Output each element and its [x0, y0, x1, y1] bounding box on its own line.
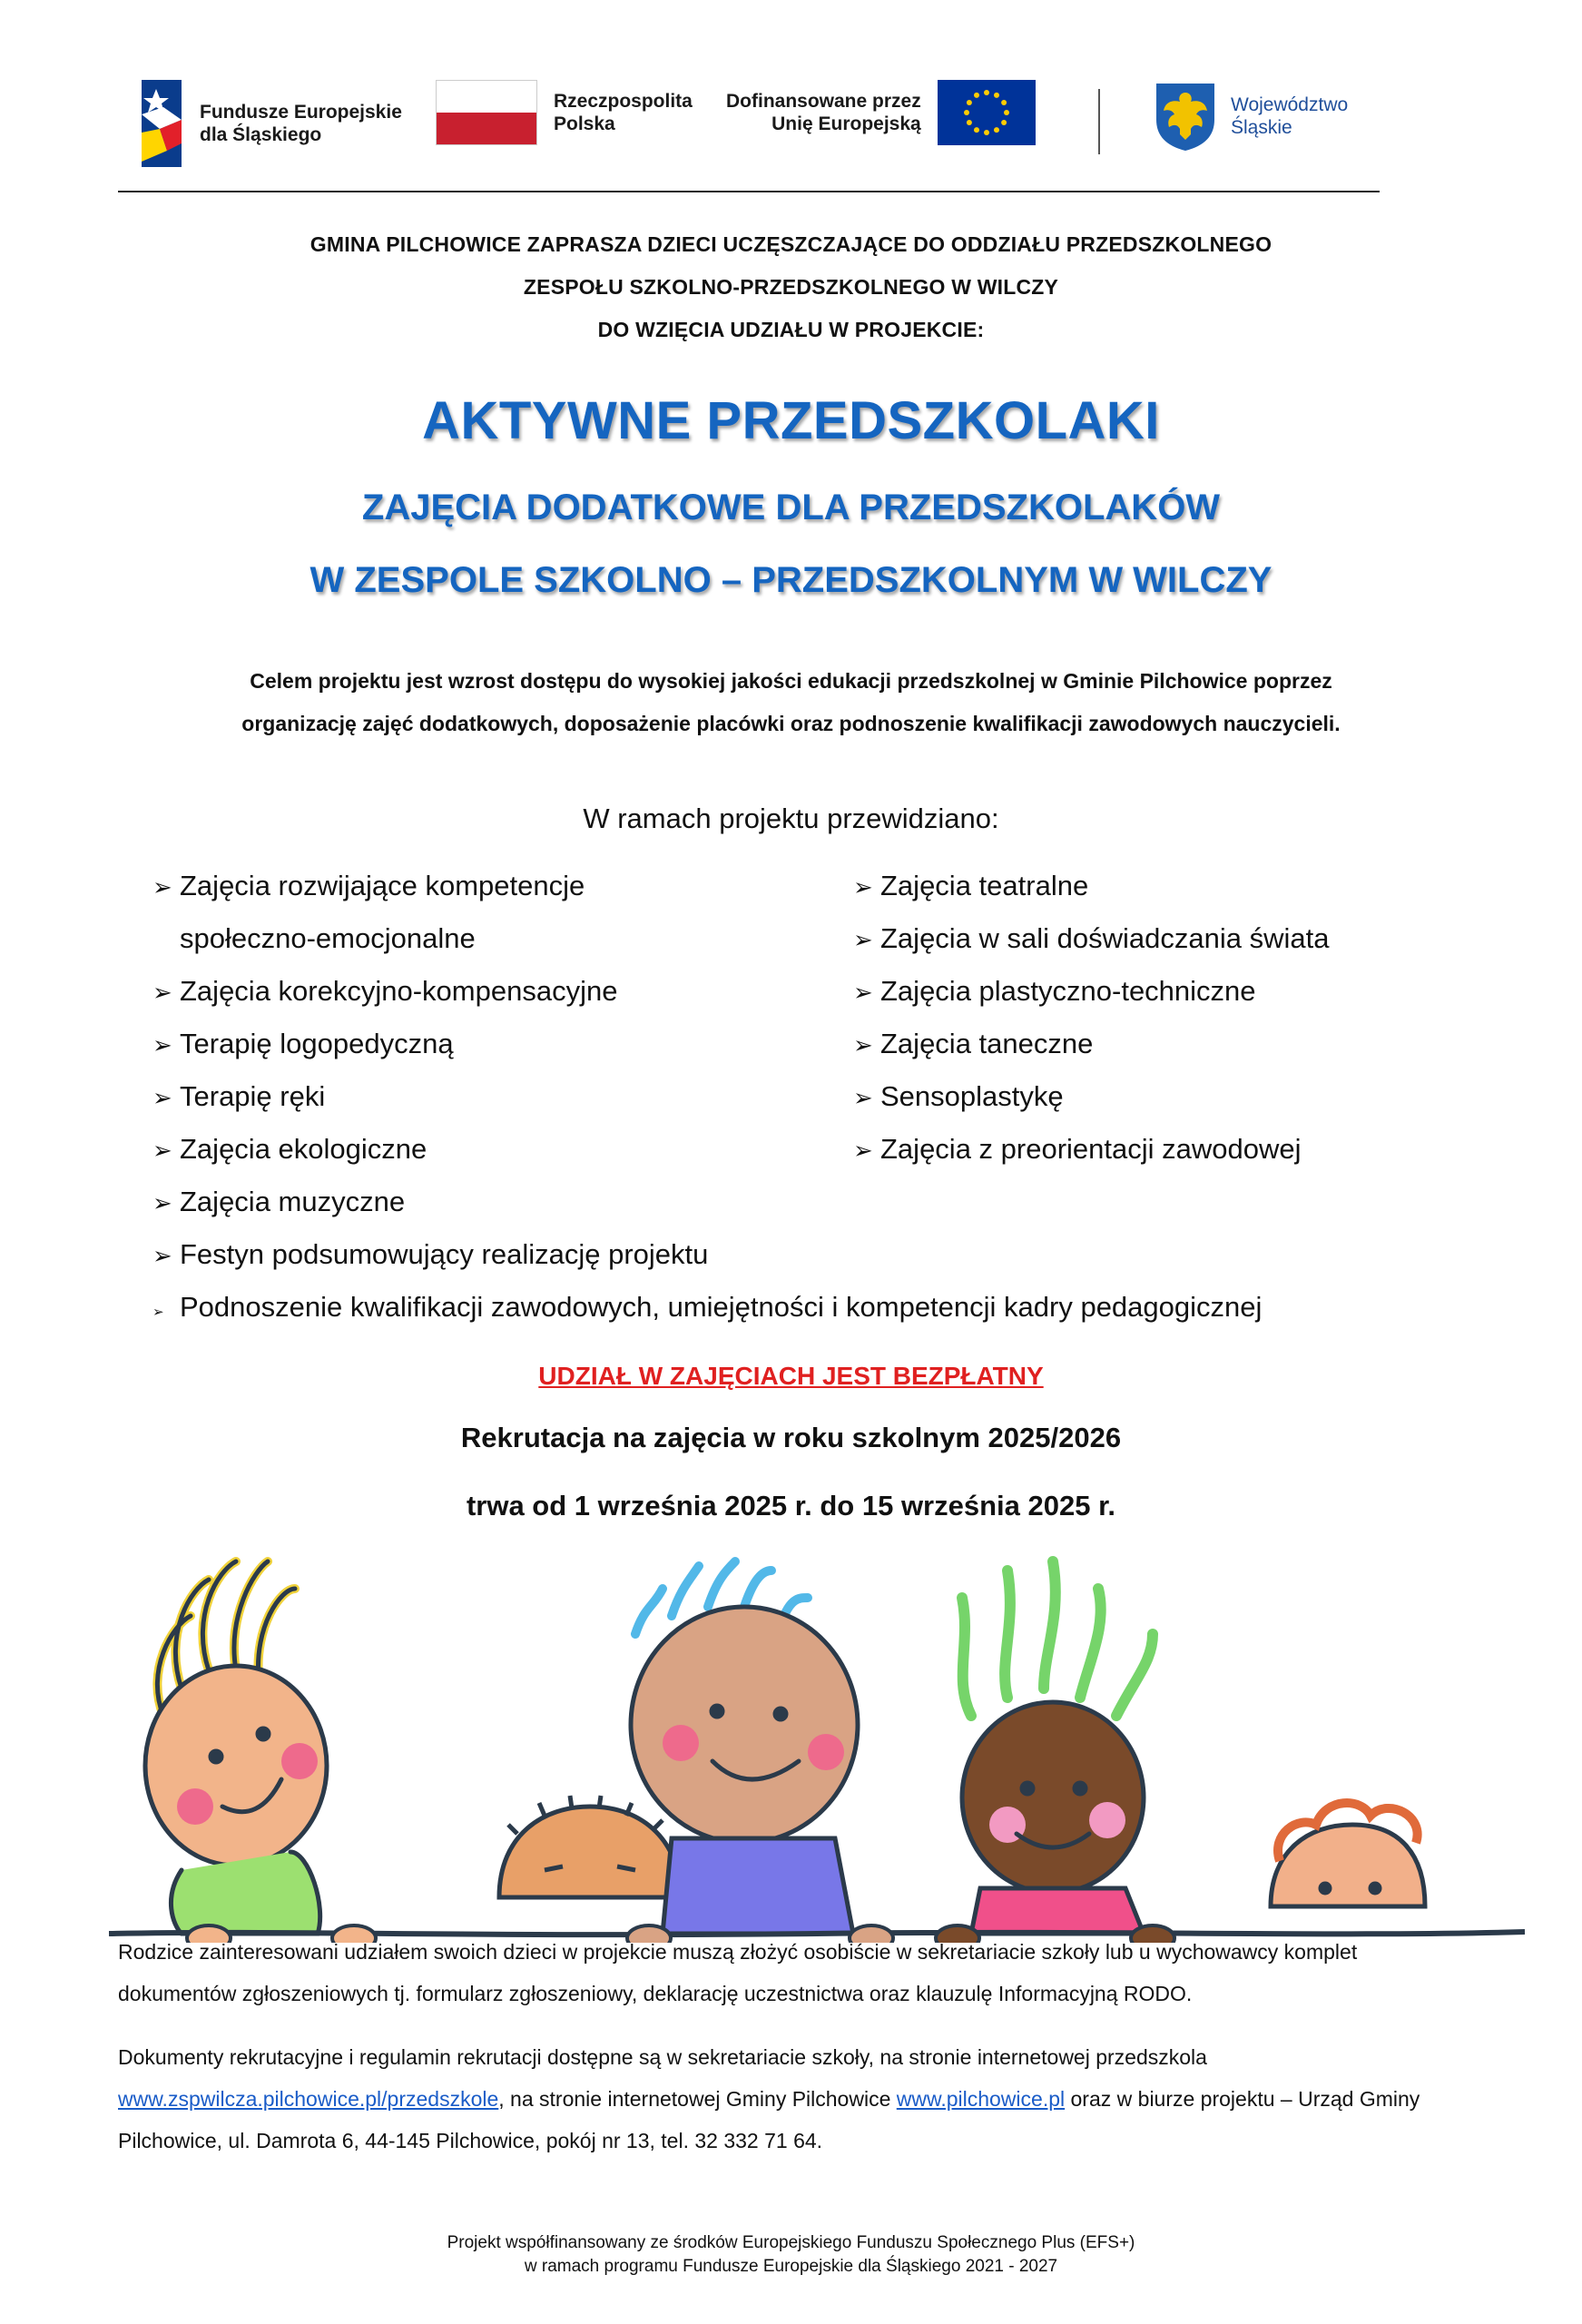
list-item: ➢ Zajęcia z preorientacji zawodowej: [853, 1133, 1302, 1165]
kids-illustration: [109, 1534, 1525, 1943]
arrow-bullet-icon: ➢: [152, 1031, 172, 1059]
list-item: ➢ Zajęcia taneczne: [853, 1028, 1094, 1059]
ws-logo-text: Województwo Śląskie: [1231, 94, 1349, 138]
eu-star-icon: [1004, 110, 1009, 115]
eu-star-icon: [984, 90, 989, 95]
arrow-bullet-icon: ➢: [853, 926, 873, 953]
arrow-bullet-icon: ➢: [853, 979, 873, 1006]
subtitle-line-1: ZAJĘCIA DODATKOWE DLA PRZEDSZKOLAKÓW: [361, 487, 1221, 527]
header-divider: [118, 191, 1380, 192]
arrow-bullet-icon: ➢: [853, 1137, 873, 1164]
rzeczpospolita-logo: [436, 80, 693, 145]
list-item: ➢ Zajęcia rozwijające kompetencje: [152, 870, 585, 901]
list-item: ➢ Terapię logopedyczną: [152, 1028, 454, 1059]
documents-info: Dokumenty rekrutacyjne i regulamin rekrutacji dostępne są w sekretariacie szkoły, na stronie internetowej przedszkola www.zspwilcza.pilchowice.pl/przedszkole, na stronie internetowej Gminy Pilchowice www.pilchowice.pl oraz w biurze projektu – Urząd Gminy Pilchowice, ul. Damrota 6, 44-145 Pilchowice, pokój nr 13, tel. 32 332 71 64.: [118, 2045, 1420, 2152]
invitation-line-2: ZESPOŁU SZKOLNO-PRZEDSZKOLNEGO W WILCZY: [523, 275, 1059, 299]
arrow-bullet-icon: ➢: [853, 1031, 873, 1059]
eu-star-icon: [984, 130, 989, 135]
eu-star-icon: [1001, 100, 1007, 105]
list-item: ➢ Terapię ręki: [152, 1080, 326, 1112]
project-goal: [136, 660, 1446, 745]
list-item: ➢ Sensoplastykę: [853, 1080, 1064, 1112]
list-item-continuation: społeczno-emocjonalne: [180, 922, 476, 954]
project-title: AKTYWNE PRZEDSZKOLAKI: [422, 391, 1160, 450]
arrow-bullet-icon: ➢: [152, 1137, 172, 1164]
invitation-line-3: DO WZIĘCIA UDZIAŁU W PROJEKCIE:: [597, 318, 985, 341]
kindergarten-link[interactable]: www.zspwilcza.pilchowice.pl/przedszkole: [118, 2087, 499, 2111]
parents-note: Rodzice zainteresowani udziałem swoich dzieci w projekcie muszą złożyć osobiście w sekretariacie szkoły lub u wychowawcy komplet dokumentów zgłoszeniowych tj. formularz zgłoszeniowy, deklarację uczestnictwa oraz klauzulę Informacyjną RODO.: [118, 1940, 1358, 2005]
wojewodztwo-slaskie-logo: [1153, 80, 1348, 153]
arrow-bullet-icon: ➢: [152, 1305, 164, 1320]
kid-redhead-icon: [1271, 1803, 1425, 1906]
list-item: ➢ Zajęcia w sali doświadczania świata: [853, 922, 1330, 954]
eu-star-icon: [994, 93, 999, 98]
recruitment-line-1: Rekrutacja na zajęcia w roku szkolnym 2025/2026: [460, 1422, 1122, 1453]
eu-star-icon: [994, 127, 999, 133]
free-participation-notice: UDZIAŁ W ZAJĘCIACH JEST BEZPŁATNY: [538, 1362, 1044, 1390]
silesian-eagle-crest-icon: [1153, 80, 1218, 153]
list-item: ➢ Zajęcia korekcyjno-kompensacyjne: [152, 975, 618, 1007]
arrow-bullet-icon: ➢: [853, 1084, 873, 1111]
eu-star-icon: [967, 120, 972, 125]
polish-flag-icon: [436, 80, 537, 145]
list-item: ➢ Zajęcia plastyczno-techniczne: [853, 975, 1256, 1007]
list-item: ➢ Podnoszenie kwalifikacji zawodowych, umiejętności i kompetencji kadry pedagogicznej: [152, 1291, 1263, 1323]
municipality-link[interactable]: www.pilchowice.pl: [896, 2087, 1066, 2111]
recruitment-period: trwa od 1 września 2025 r. do 15 września 2025 r.: [466, 1490, 1116, 1521]
eu-logo: [726, 80, 1036, 145]
eu-flag-icon: [938, 80, 1036, 145]
list-item: ➢ Zajęcia muzyczne: [152, 1186, 406, 1217]
eu-star-icon: [1001, 120, 1007, 125]
arrow-bullet-icon: ➢: [853, 873, 873, 901]
eu-star-icon: [964, 110, 969, 115]
fe-logo-text: Fundusze Europejskie dla Śląskiego: [200, 102, 402, 145]
fe-emblem-icon: [136, 80, 187, 167]
goal-line-1: Celem projektu jest wzrost dostępu do wysokiej jakości edukacji przedszkolnej w Gminie Pilchowice poprzez: [250, 669, 1332, 693]
arrow-bullet-icon: ➢: [152, 1189, 172, 1216]
kid-blonde-icon: [145, 1561, 327, 1934]
kid-green-hair-icon: [962, 1561, 1153, 1934]
arrow-bullet-icon: ➢: [152, 1084, 172, 1111]
activities-intro: W ramach projektu przewidziano:: [583, 803, 999, 834]
eu-logo-text: Dofinansowane przez Unię Europejską: [726, 91, 921, 134]
goal-line-2: organizację zajęć dodatkowych, doposażenie placówki oraz podnoszenie kwalifikacji zawodowych nauczycieli.: [241, 712, 1341, 735]
logo-bar: [118, 64, 1380, 191]
list-item: ➢ Zajęcia ekologiczne: [152, 1133, 427, 1165]
subtitle-line-2: W ZESPOLE SZKOLNO – PRZEDSZKOLNYM W WILCZY: [310, 560, 1272, 600]
eu-star-icon: [974, 127, 979, 133]
arrow-bullet-icon: ➢: [152, 979, 172, 1006]
list-item: ➢ Zajęcia teatralne: [853, 870, 1089, 901]
rp-logo-text: Rzeczpospolita Polska: [554, 91, 693, 134]
invitation-line-1: GMINA PILCHOWICE ZAPRASZA DZIECI UCZĘSZCZAJĄCE DO ODDZIAŁU PRZEDSZKOLNEGO: [310, 232, 1272, 256]
arrow-bullet-icon: ➢: [152, 873, 172, 901]
cofinancing-footnote: Projekt współfinansowany ze środków Europejskiego Funduszu Społecznego Plus (EFS+) w ramach programu Fundusze Europejskie dla Śląskiego 2021 - 2027: [447, 2233, 1135, 2276]
arrow-bullet-icon: ➢: [152, 1242, 172, 1269]
kid-peeking-icon: [499, 1796, 681, 1897]
fundusze-europejskie-logo: [136, 80, 402, 167]
eu-star-icon: [967, 100, 972, 105]
eu-star-icon: [974, 93, 979, 98]
list-item: ➢ Festyn podsumowujący realizację projektu: [152, 1238, 709, 1270]
logo-separator: [1098, 89, 1100, 154]
